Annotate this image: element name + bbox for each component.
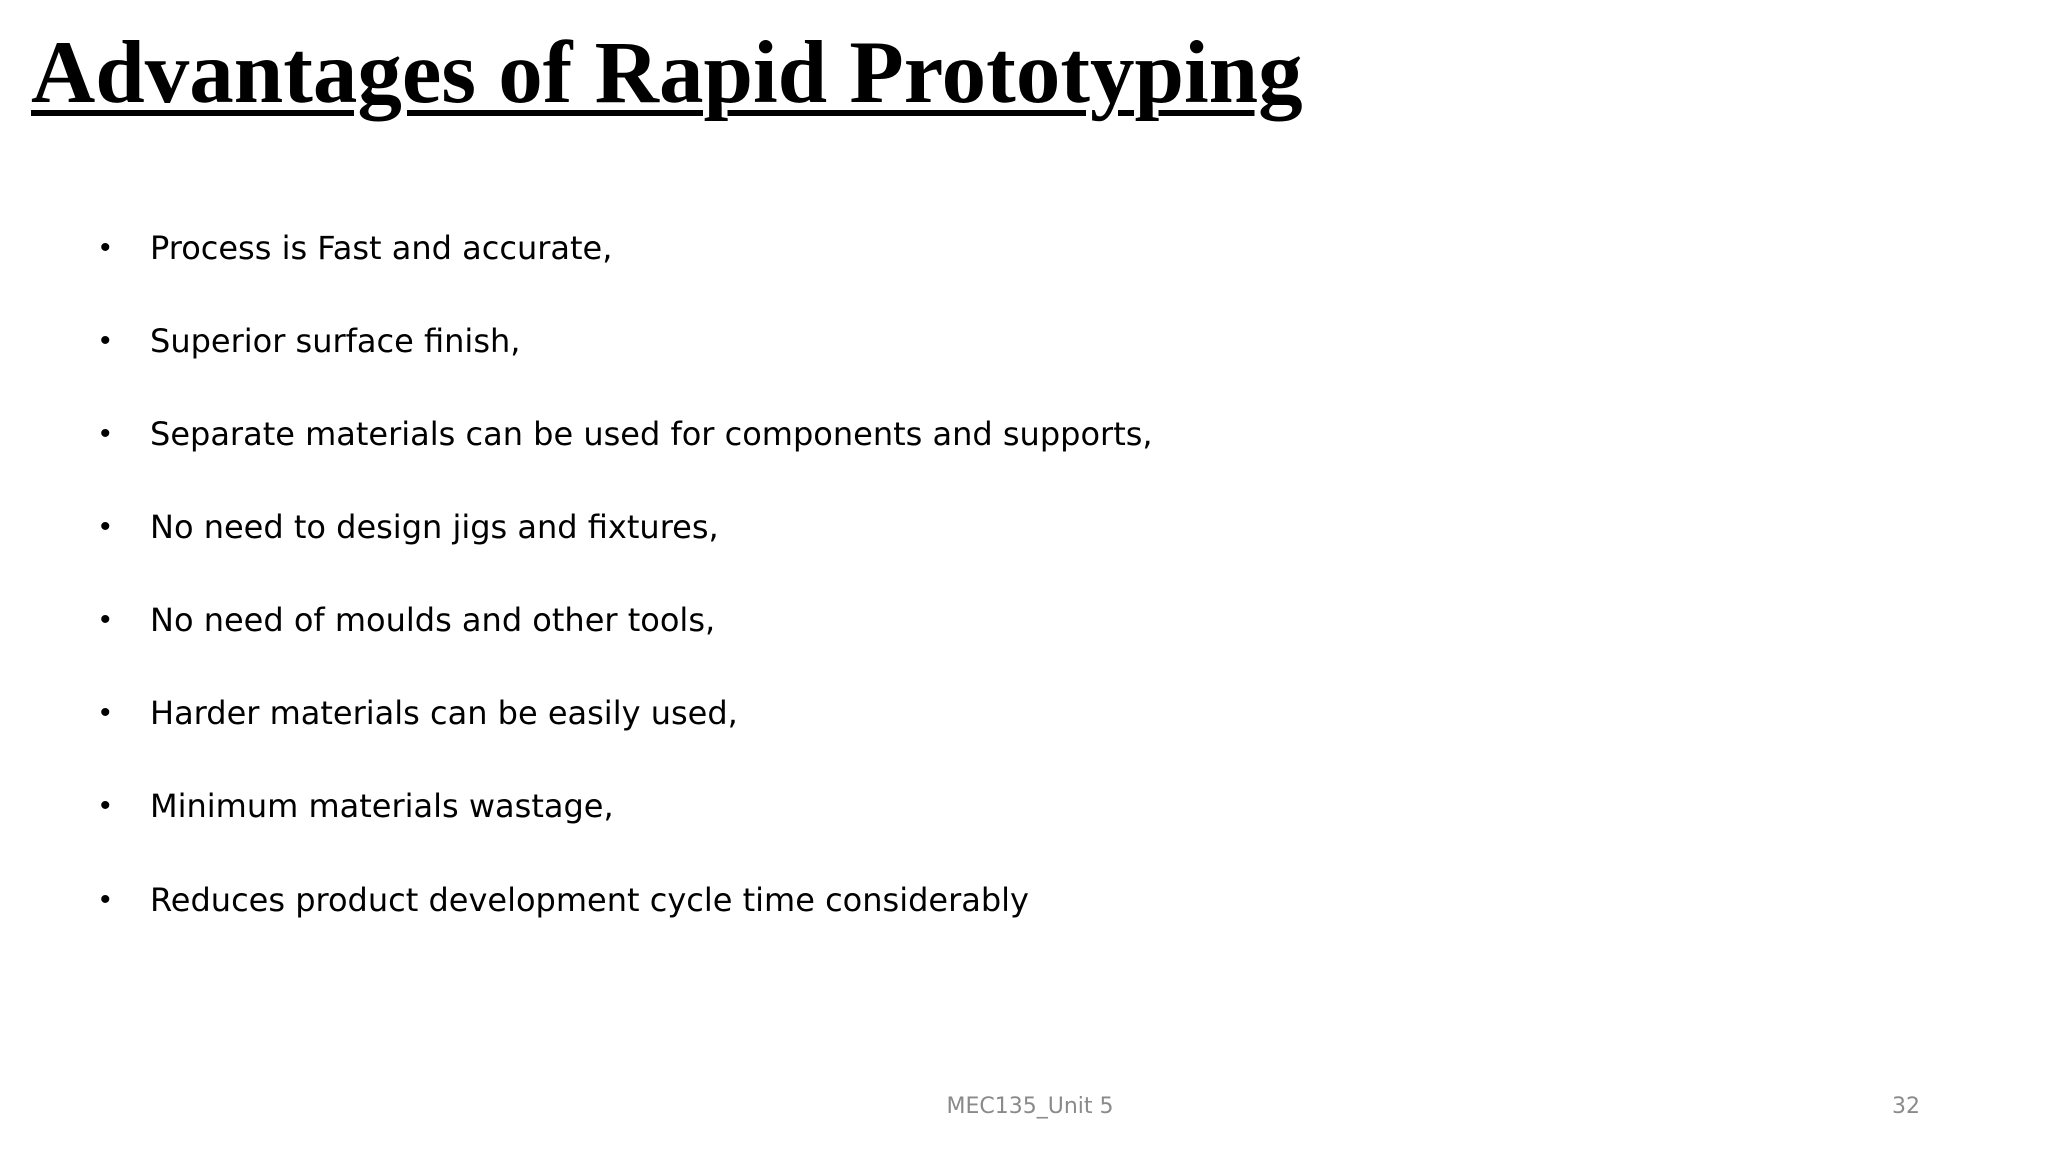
bullet-text: No need to design jigs and fixtures, <box>150 508 719 546</box>
bullet-text: Harder materials can be easily used, <box>150 694 738 732</box>
footer-course-label: MEC135_Unit 5 <box>946 1094 1114 1119</box>
bullet-text: Process is Fast and accurate, <box>150 229 613 267</box>
bullet-icon: • <box>100 789 111 822</box>
bullet-icon: • <box>100 696 111 729</box>
slide-number: 32 <box>1892 1094 1920 1119</box>
bullet-text: Reduces product development cycle time considerably <box>150 881 1029 919</box>
bullet-icon: • <box>100 510 111 543</box>
bullet-icon: • <box>100 324 111 357</box>
list-item <box>100 218 612 278</box>
list-item <box>100 311 520 371</box>
bullet-icon: • <box>100 603 111 636</box>
bullet-icon: • <box>100 417 111 450</box>
list-item <box>100 870 1029 930</box>
list-item <box>100 776 614 836</box>
slide-title: Advantages of Rapid Prototyping <box>31 24 1303 122</box>
list-item <box>100 590 715 650</box>
bullet-text: Separate materials can be used for components and supports, <box>150 415 1153 453</box>
list-item <box>100 497 719 557</box>
list-item <box>100 683 738 743</box>
bullet-icon: • <box>100 231 111 264</box>
bullet-text: Superior surface finish, <box>150 322 521 360</box>
list-item <box>100 404 1153 464</box>
bullet-text: Minimum materials wastage, <box>150 787 614 825</box>
bullet-icon: • <box>100 883 111 916</box>
bullet-text: No need of moulds and other tools, <box>150 601 716 639</box>
